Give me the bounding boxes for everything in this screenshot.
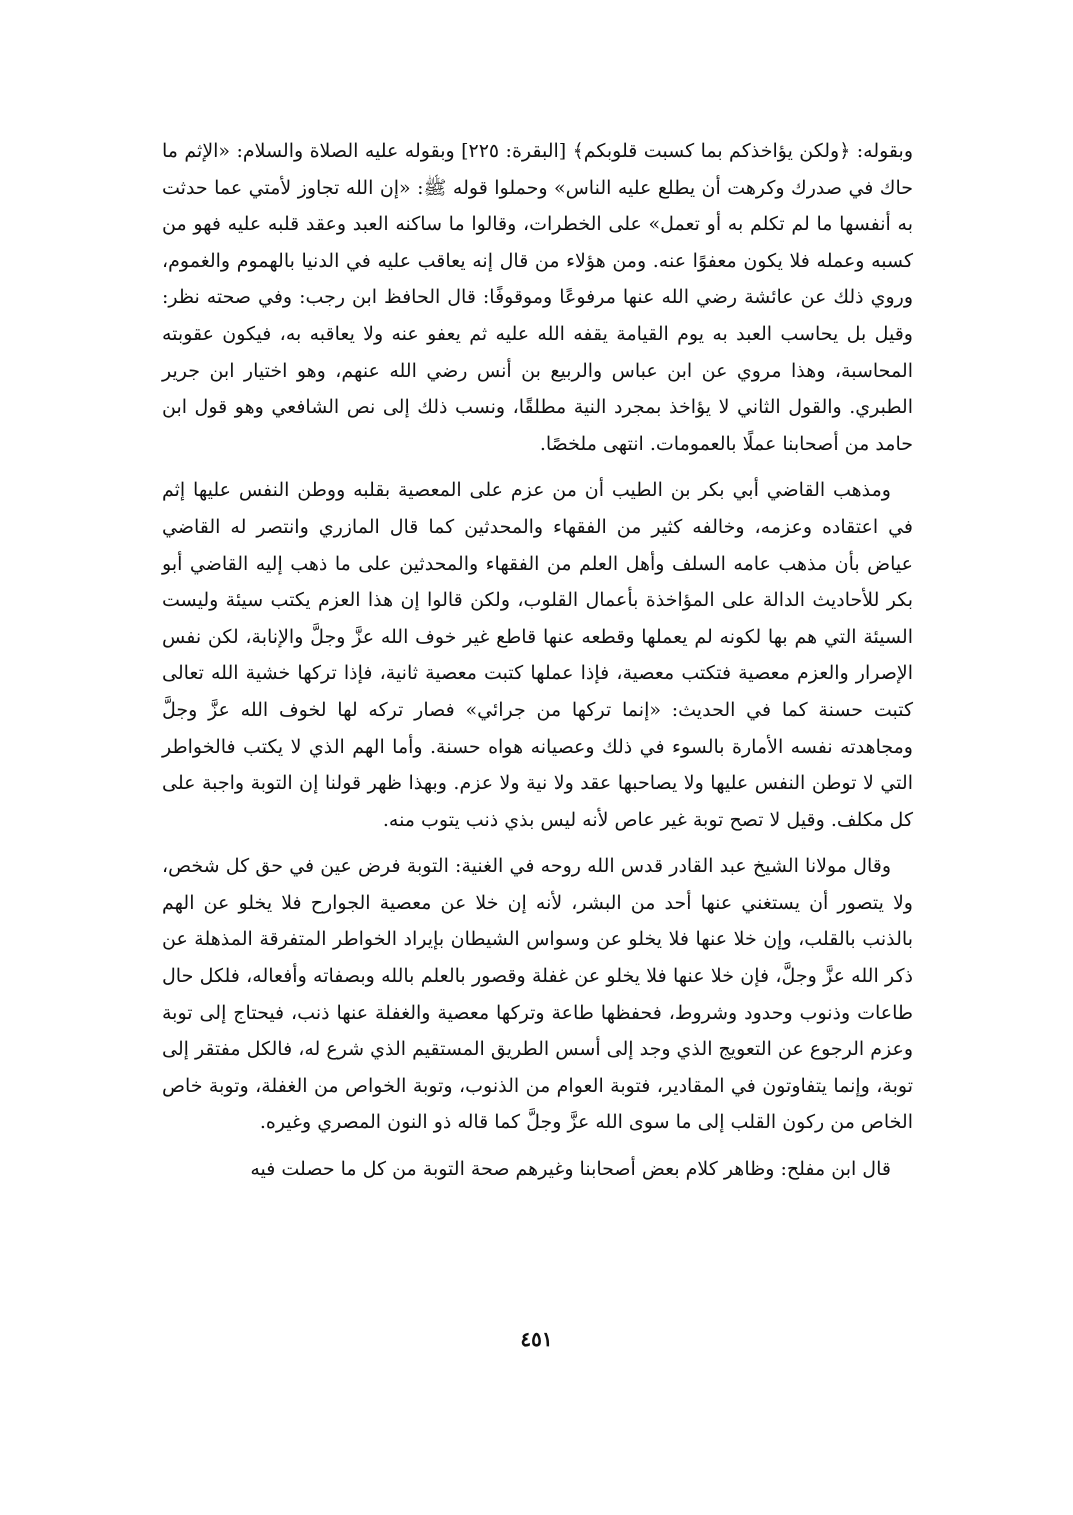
body-text <box>162 133 913 1188</box>
paragraph-1: وبقوله: ﴿ولكن يؤاخذكم بما كسبت قلوبكم﴾ [البقرة: ٢٢٥] وبقوله عليه الصلاة والسلام: «الإثم ما حاك في صدرك وكرهت أن يطلع عليه الناس» وحملوا قوله ﷺ: «إن الله تجاوز لأمتي عما حدثت به أنفسها ما لم تكلم به أو تعمل» على الخطرات، وقالوا ما ساكنه العبد وعقد قلبه عليه فهو من كسبه وعمله فلا يكون معفوًا عنه. ومن هؤلاء من قال إنه يعاقب عليه في الدنيا بالهموم والغموم، وروي ذلك عن عائشة رضي الله عنها مرفوعًا وموقوفًا: قال الحافظ ابن رجب: وفي صحته نظر: وقيل بل يحاسب العبد به يوم القيامة يقفه الله عليه ثم يعفو عنه ولا يعاقبه به، فيكون عقوبته المحاسبة، وهذا مروي عن ابن عباس والربيع بن أنس رضي الله عنهم، وهو اختيار ابن جرير الطبري. والقول الثاني لا يؤاخذ بمجرد النية مطلقًا، ونسب ذلك إلى نص الشافعي وهو قول ابن حامد من أصحابنا عملًا بالعمومات. انتهى ملخصًا. <box>162 140 914 455</box>
paragraph-2: ومذهب القاضي أبي بكر بن الطيب أن من عزم على المعصية بقلبه ووطن النفس عليها إثم في اعتقاده وعزمه، وخالفه كثير من الفقهاء والمحدثين كما قال المازري وانتصر له القاضي عياض بأن مذهب عامه السلف وأهل العلم من الفقهاء والمحدثين على ما ذهب إليه القاضي أبو بكر للأحاديث الدالة على المؤاخذة بأعمال القلوب، ولكن قالوا إن هذا العزم يكتب سيئة وليست السيئة التي هم بها لكونه لم يعملها وقطعه عنها قاطع غير خوف الله عزَّ وجلَّ والإنابة، لكن نفس الإصرار والعزم معصية فتكتب معصية، فإذا عملها كتبت معصية ثانية، فإذا تركها خشية الله تعالى كتبت حسنة كما في الحديث: «إنما تركها من جرائي» فصار تركه لها لخوف الله عزَّ وجلَّ ومجاهدته نفسه الأمارة بالسوء في ذلك وعصيانه هواه حسنة. وأما الهم الذي لا يكتب فالخواطر التي لا توطن النفس عليها ولا يصاحبها عقد ولا نية ولا عزم. وبهذا ظهر قولنا إن التوبة واجبة على كل مكلف. وقيل لا تصح توبة غير عاص لأنه ليس بذي ذنب يتوب منه. <box>162 479 913 831</box>
page-number: ٤٥١ <box>520 1327 553 1351</box>
paragraph-4: قال ابن مفلح: وظاهر كلام بعض أصحابنا وغيرهم صحة التوبة من كل ما حصلت فيه <box>250 1158 891 1181</box>
paragraph-3: وقال مولانا الشيخ عبد القادر قدس الله روحه في الغنية: التوبة فرض عين في حق كل شخص، ولا يتصور أن يستغني عنها أحد من البشر، لأنه إن خلا عن معصية الجوارح فلا يخلو عن الهم بالذنب بالقلب، وإن خلا عنها فلا يخلو عن وسواس الشيطان بإيراد الخواطر المتفرقة المذهلة عن ذكر الله عزَّ وجلَّ، فإن خلا عنها فلا يخلو عن غفلة وقصور بالعلم بالله وبصفاته وأفعاله، فلكل حال طاعات وذنوب وحدود وشروط، فحفظها طاعة وتركها معصية والغفلة عنها ذنب، فيحتاج إلى توبة وعزم الرجوع عن التعويج الذي وجد إلى أسس الطريق المستقيم الذي شرع له، فالكل مفتقر إلى توبة، وإنما يتفاوتون في المقادير، فتوبة العوام من الذنوب، وتوبة الخواص من الغفلة، وتوبة خاص الخاص من ركون القلب إلى ما سوى الله عزَّ وجلَّ كما قاله ذو النون المصري وغيره. <box>162 855 913 1134</box>
